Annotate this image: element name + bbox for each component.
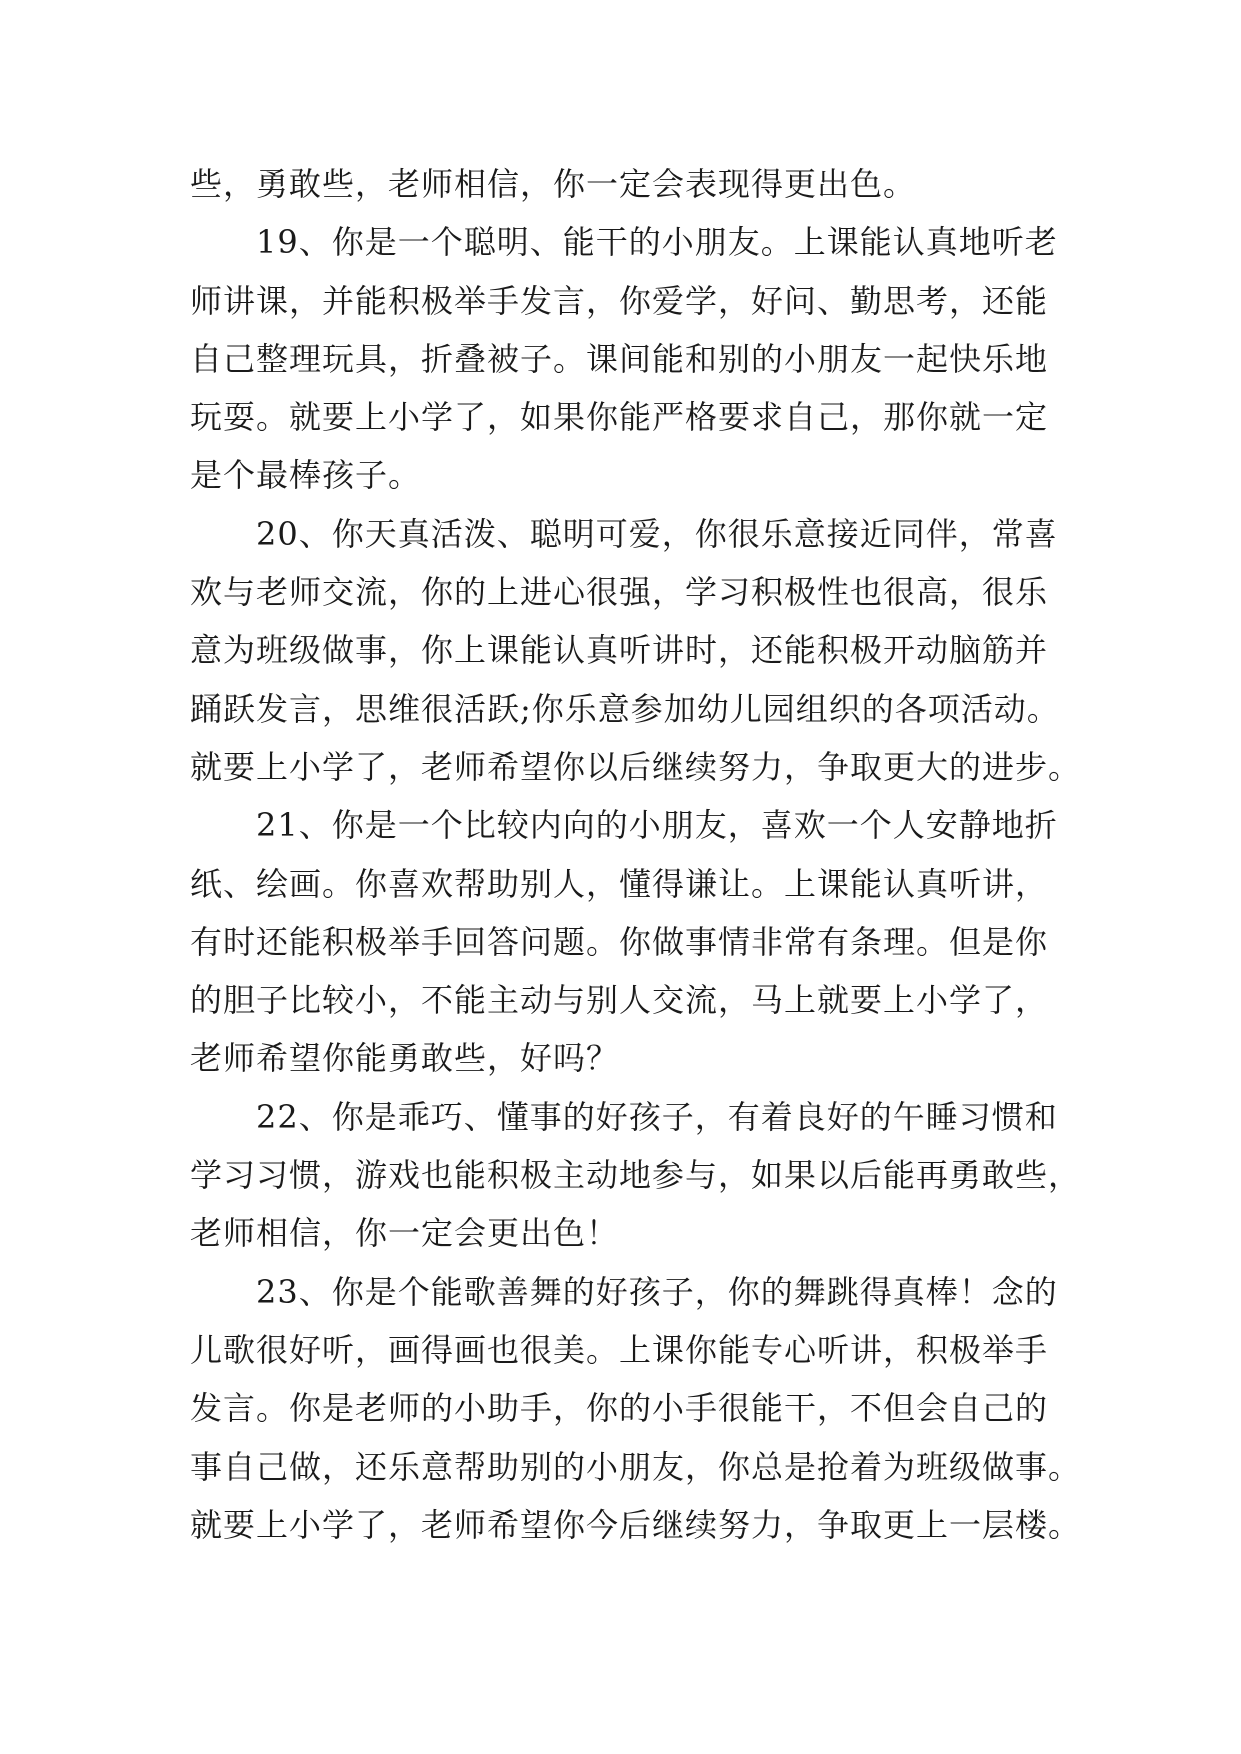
text-line: 20、你天真活泼、聪明可爱，你很乐意接近同伴，常喜 [190,514,1058,553]
text-line: 有时还能积极举手回答问题。你做事情非常有条理。但是你 [190,922,1049,961]
text-line: 欢与老师交流，你的上进心很强，学习积极性也很高，很乐 [190,573,1049,612]
text-line: 的胆子比较小，不能主动与别人交流，马上就要上小学了， [190,981,1049,1020]
text-line: 发言。你是老师的小助手，你的小手很能干，不但会自己的 [190,1389,1049,1428]
text-line: 22、你是乖巧、懂事的好孩子，有着良好的午睡习惯和 [190,1097,1058,1136]
text-line: 意为班级做事，你上课能认真听讲时，还能积极开动脑筋并 [190,631,1049,670]
text-line: 就要上小学了，老师希望你今后继续努力，争取更上一层楼。 [190,1505,1082,1544]
text-line: 老师相信，你一定会更出色！ [190,1214,620,1253]
text-line: 老师希望你能勇敢些，好吗？ [190,1039,620,1078]
text-line: 19、你是一个聪明、能干的小朋友。上课能认真地听老 [190,223,1058,262]
text-line: 纸、绘画。你喜欢帮助别人，懂得谦让。上课能认真听讲， [190,864,1049,903]
text-line: 事自己做，还乐意帮助别的小朋友，你总是抢着为班级做事。 [190,1447,1082,1486]
text-line: 23、你是个能歌善舞的好孩子，你的舞跳得真棒！念的 [190,1272,1058,1311]
text-line: 是个最棒孩子。 [190,456,422,495]
text-line: 玩耍。就要上小学了，如果你能严格要求自己，那你就一定 [190,398,1049,437]
text-body [190,155,1082,1554]
text-line: 就要上小学了，老师希望你以后继续努力，争取更大的进步。 [190,747,1082,786]
text-line: 踊跃发言，思维很活跃;你乐意参加幼儿园组织的各项活动。 [190,689,1060,728]
text-line: 些，勇敢些，老师相信，你一定会表现得更出色。 [190,165,917,203]
text-line: 自己整理玩具，折叠被子。课间能和别的小朋友一起快乐地 [190,339,1049,378]
text-line: 学习习惯，游戏也能积极主动地参与，如果以后能再勇敢些， [190,1156,1082,1195]
text-line: 儿歌很好听，画得画也很美。上课你能专心听讲，积极举手 [190,1330,1049,1369]
text-line: 21、你是一个比较内向的小朋友，喜欢一个人安静地折 [190,806,1058,845]
text-line: 师讲课，并能积极举手发言，你爱学，好问、勤思考，还能 [190,281,1049,320]
